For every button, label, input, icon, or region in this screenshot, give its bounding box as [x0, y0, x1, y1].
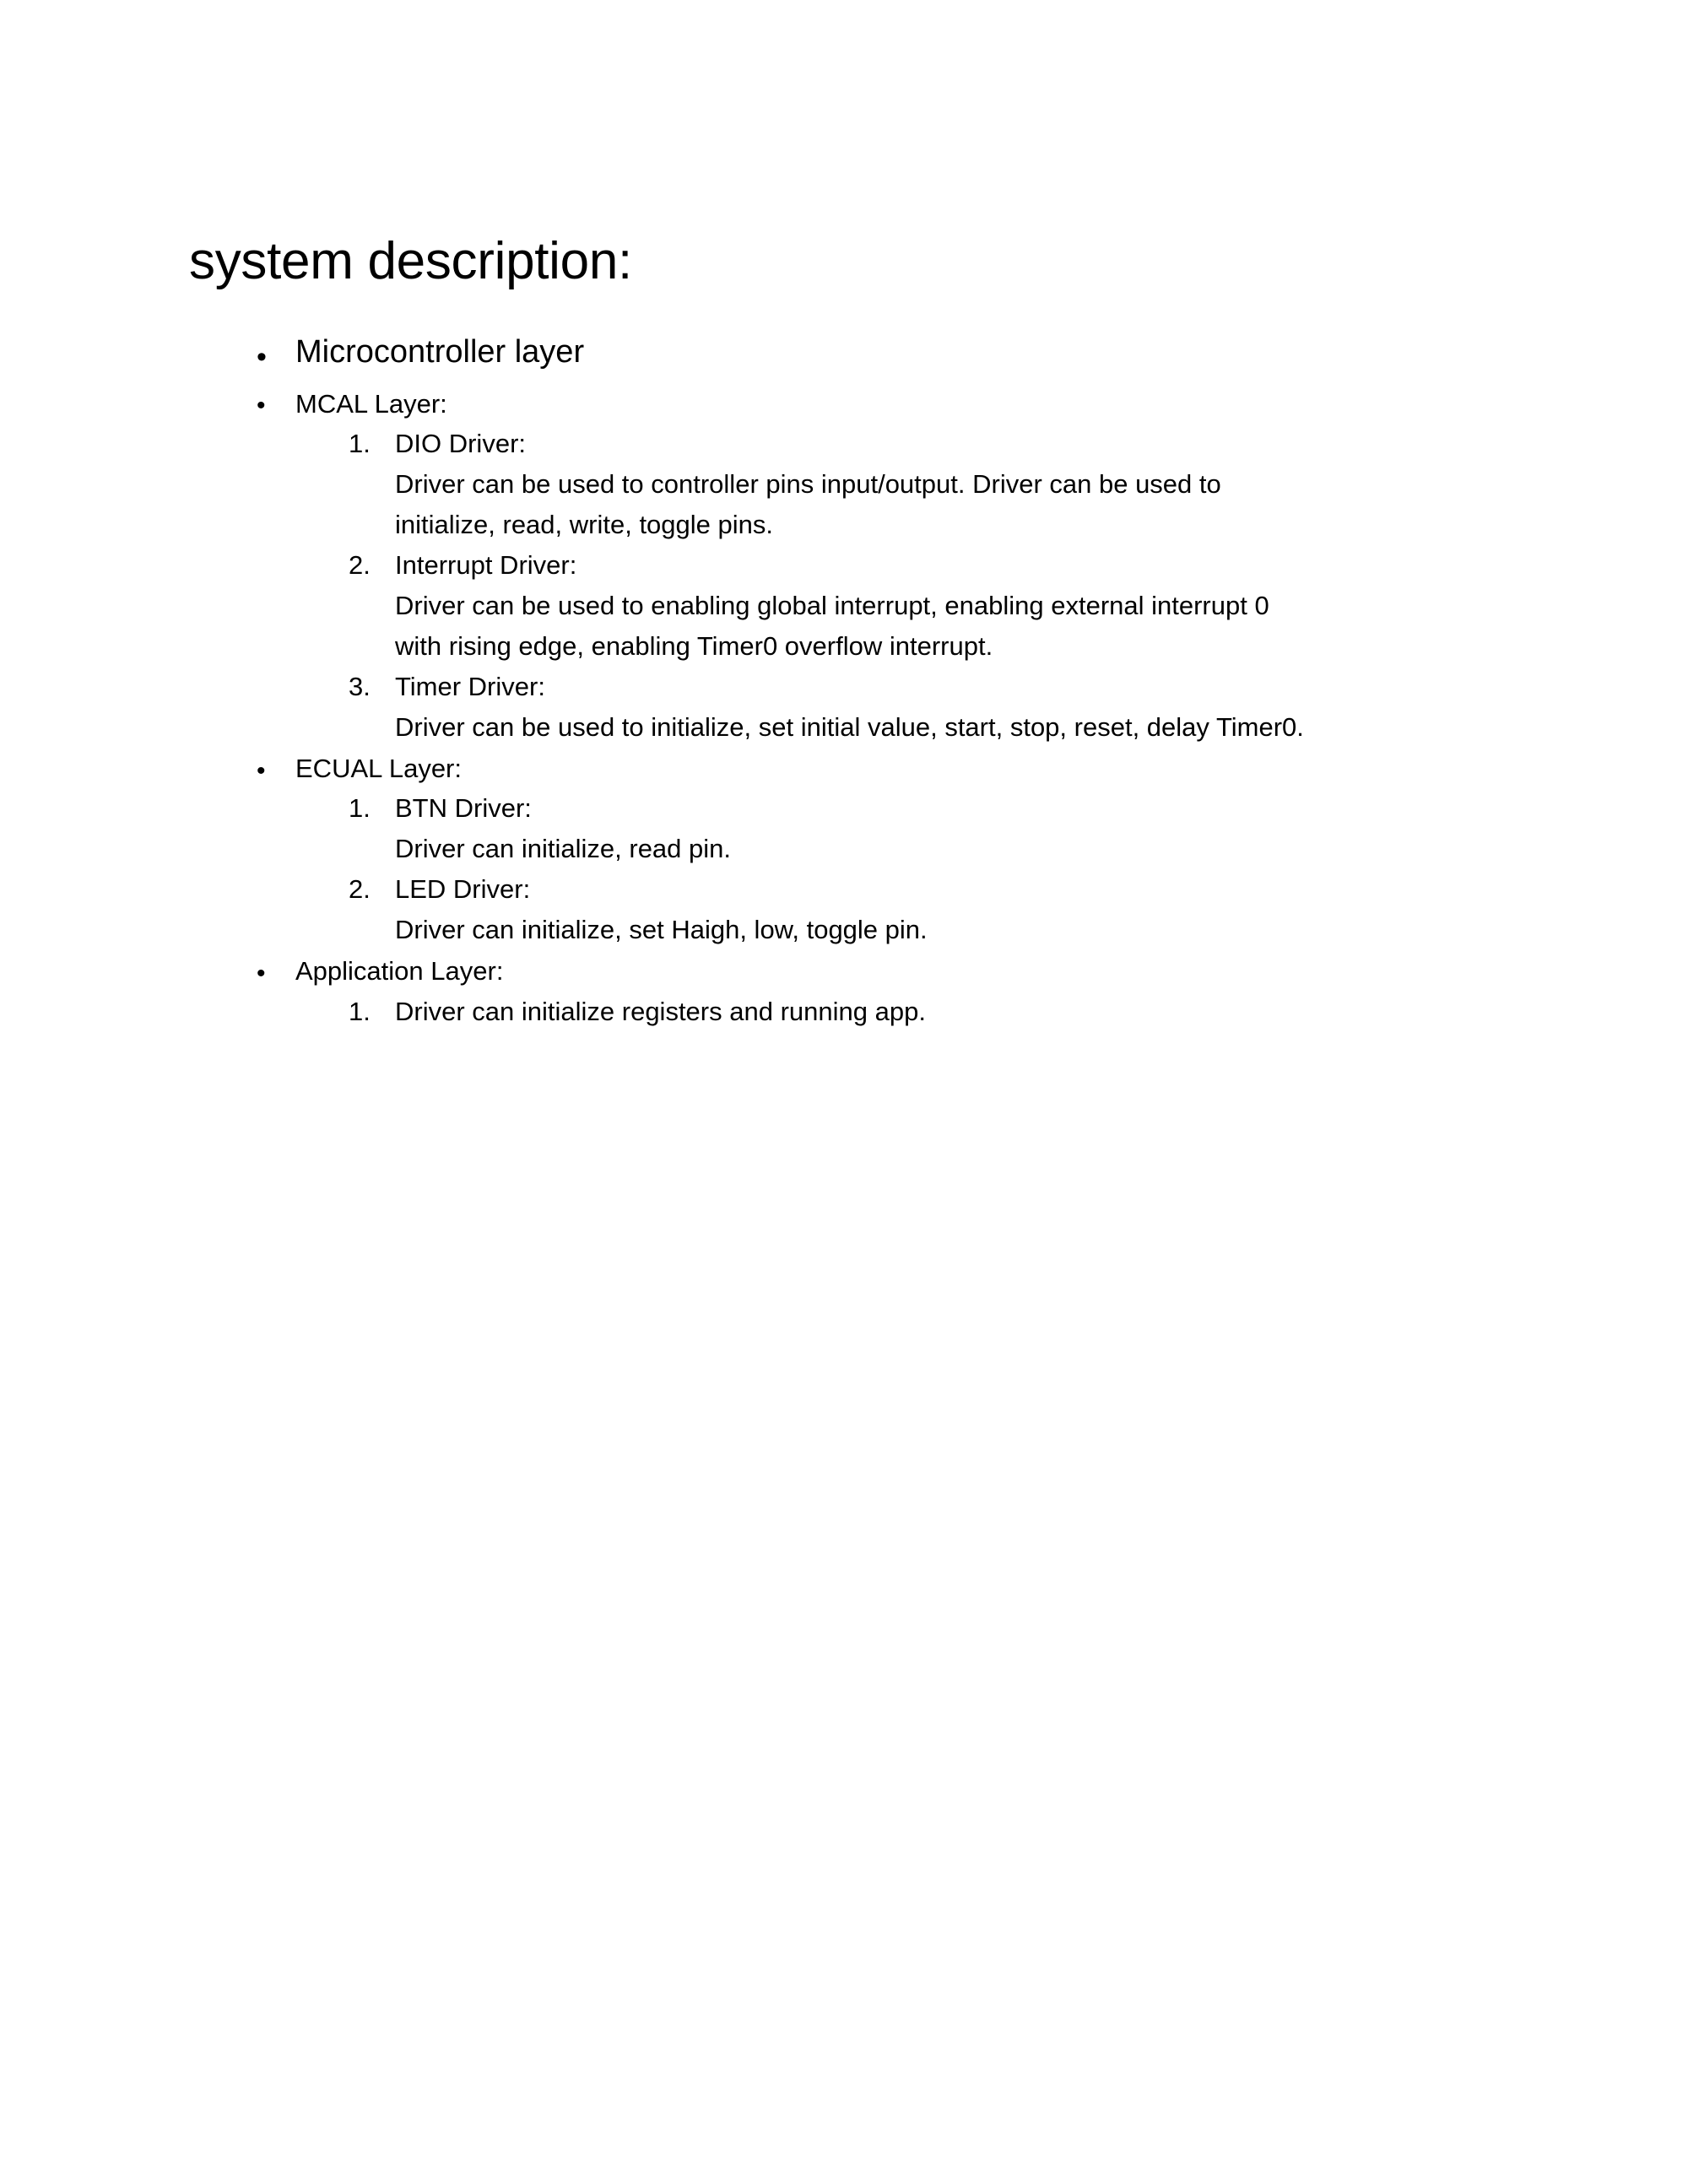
list-item-microcontroller-layer: Microcontroller layer [295, 334, 585, 370]
list-item-number: 1. [349, 429, 371, 458]
description-line: Driver can initialize, set Haigh, low, toggle pin. [395, 915, 928, 944]
description-line: initialize, read, write, toggle pins. [395, 510, 774, 539]
description-line: Driver can initialize, read pin. [395, 834, 732, 863]
list-item-btn-driver: BTN Driver: [395, 793, 532, 823]
bullet-icon: • [257, 757, 266, 785]
list-item-mcal-layer: MCAL Layer: [295, 389, 447, 419]
list-item-app-driver: Driver can initialize registers and running app. [395, 997, 926, 1026]
list-item-number: 3. [349, 672, 371, 701]
list-item-number: 2. [349, 874, 371, 904]
bullet-icon: • [257, 341, 267, 373]
list-item-number: 1. [349, 793, 371, 823]
bullet-icon: • [257, 392, 266, 419]
description-line: Driver can be used to initialize, set initial value, start, stop, reset, delay Timer0. [395, 712, 1304, 742]
page-title: system description: [189, 231, 632, 290]
list-item-led-driver: LED Driver: [395, 874, 531, 904]
description-line: Driver can be used to enabling global interrupt, enabling external interrupt 0 [395, 591, 1269, 620]
list-item-application-layer: Application Layer: [295, 956, 504, 986]
list-item-dio-driver: DIO Driver: [395, 429, 526, 458]
list-item-timer-driver: Timer Driver: [395, 672, 545, 701]
list-item-number: 2. [349, 550, 371, 580]
list-item-interrupt-driver: Interrupt Driver: [395, 550, 577, 580]
description-line: Driver can be used to controller pins input/output. Driver can be used to [395, 469, 1221, 499]
description-line: with rising edge, enabling Timer0 overflow interrupt. [395, 631, 993, 661]
bullet-icon: • [257, 960, 266, 987]
list-item-number: 1. [349, 997, 371, 1026]
list-item-ecual-layer: ECUAL Layer: [295, 754, 462, 783]
